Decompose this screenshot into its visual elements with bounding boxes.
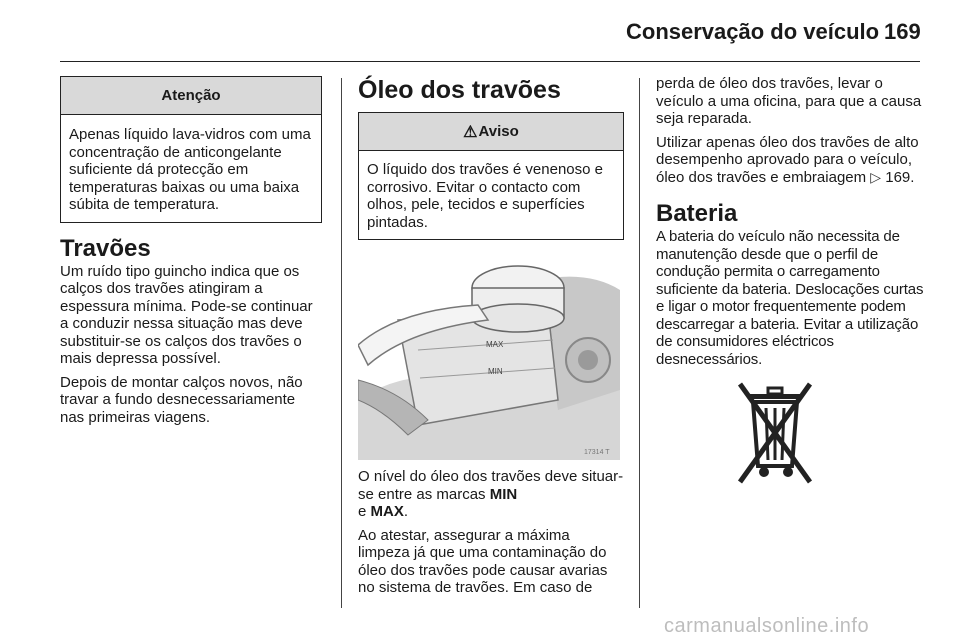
- brake-fluid-heading: Óleo dos travões: [358, 76, 561, 104]
- figure-min-label: MIN: [488, 367, 503, 376]
- figure-code: 17314 T: [584, 449, 610, 456]
- figure-max-label: MAX: [486, 340, 504, 349]
- reference-arrow-icon: ▷: [870, 168, 882, 185]
- page-number: 169: [884, 19, 921, 44]
- column-3: [656, 75, 924, 486]
- brake-fluid-paragraph-3: perda de óleo dos travões, levar o veículo a uma oficina, para que a causa seja reparada.: [656, 75, 922, 127]
- p1-text-b: e: [358, 503, 371, 520]
- attention-text: Apenas líquido lava-vidros com uma concentração de anticongelante suficiente dá protecção em temperaturas baixas ou uma baixa súbita de temperatura.: [69, 126, 311, 213]
- brake-fluid-paragraph-4: [656, 134, 924, 187]
- brake-fluid-paragraph-1: [358, 468, 624, 521]
- brakes-heading: Travões: [60, 234, 151, 262]
- brake-fluid-paragraph-2: Ao atestar, assegurar a máxima limpeza já que uma contaminação do óleo dos travões pode causar avarias no sistema de travões. Em caso de: [358, 526, 608, 596]
- warning-box: [358, 112, 624, 240]
- warning-triangle-icon: ⚠: [463, 124, 478, 141]
- page-header-title: Conservação do veículo: [626, 19, 880, 44]
- brakes-paragraph-2: Depois de montar calços novos, não travar a fundo desnecessariamente nas primeiras viagens.: [60, 373, 303, 426]
- watermark: carmanualsonline.info: [664, 615, 870, 637]
- column-2: [358, 76, 624, 603]
- battery-heading: Bateria: [656, 200, 738, 227]
- crossed-bin-recycle-icon: [736, 382, 814, 486]
- attention-title: Atenção: [61, 77, 321, 115]
- column-divider-2: [639, 78, 640, 608]
- attention-box: [60, 76, 322, 223]
- brakes-paragraph-1: Um ruído tipo guincho indica que os calços dos travões atingiram a espessura mínima. Pode-se continuar a conduzir nessa situação mas deve substituir-se os calços dos travões o mais depressa possível.: [60, 262, 313, 367]
- max-mark: MAX: [370, 503, 404, 520]
- p1-text-c: .: [403, 503, 409, 520]
- column-divider-1: [341, 78, 342, 608]
- column-1: [60, 76, 322, 432]
- battery-paragraph: A bateria do veículo não necessita de manutenção desde que o perfil de condução permita o carregamento suficiente da bateria. Deslocações curtas e ligar o motor frequentemente podem descarregar a bateria. Evitar a utilização de consumidores eléctricos desnecessários.: [656, 228, 924, 368]
- brake-fluid-reservoir-photo: [358, 250, 620, 460]
- warning-text: O líquido dos travões é venenoso e corrosivo. Evitar o contacto com olhos, pele, tecidos e superfícies pintadas.: [367, 161, 603, 231]
- page-reference: 169.: [885, 168, 915, 186]
- warning-header: [359, 113, 623, 151]
- min-mark: MIN: [489, 485, 518, 503]
- p1-text-a: O nível do óleo dos travões deve situar-se entre as marcas: [358, 468, 624, 503]
- header-divider: [60, 61, 920, 62]
- p2-text: Utilizar apenas óleo dos travões de alto desempenho aprovado para o veículo, óleo dos travões e embraiagem: [656, 133, 919, 186]
- warning-title: Aviso: [478, 123, 519, 140]
